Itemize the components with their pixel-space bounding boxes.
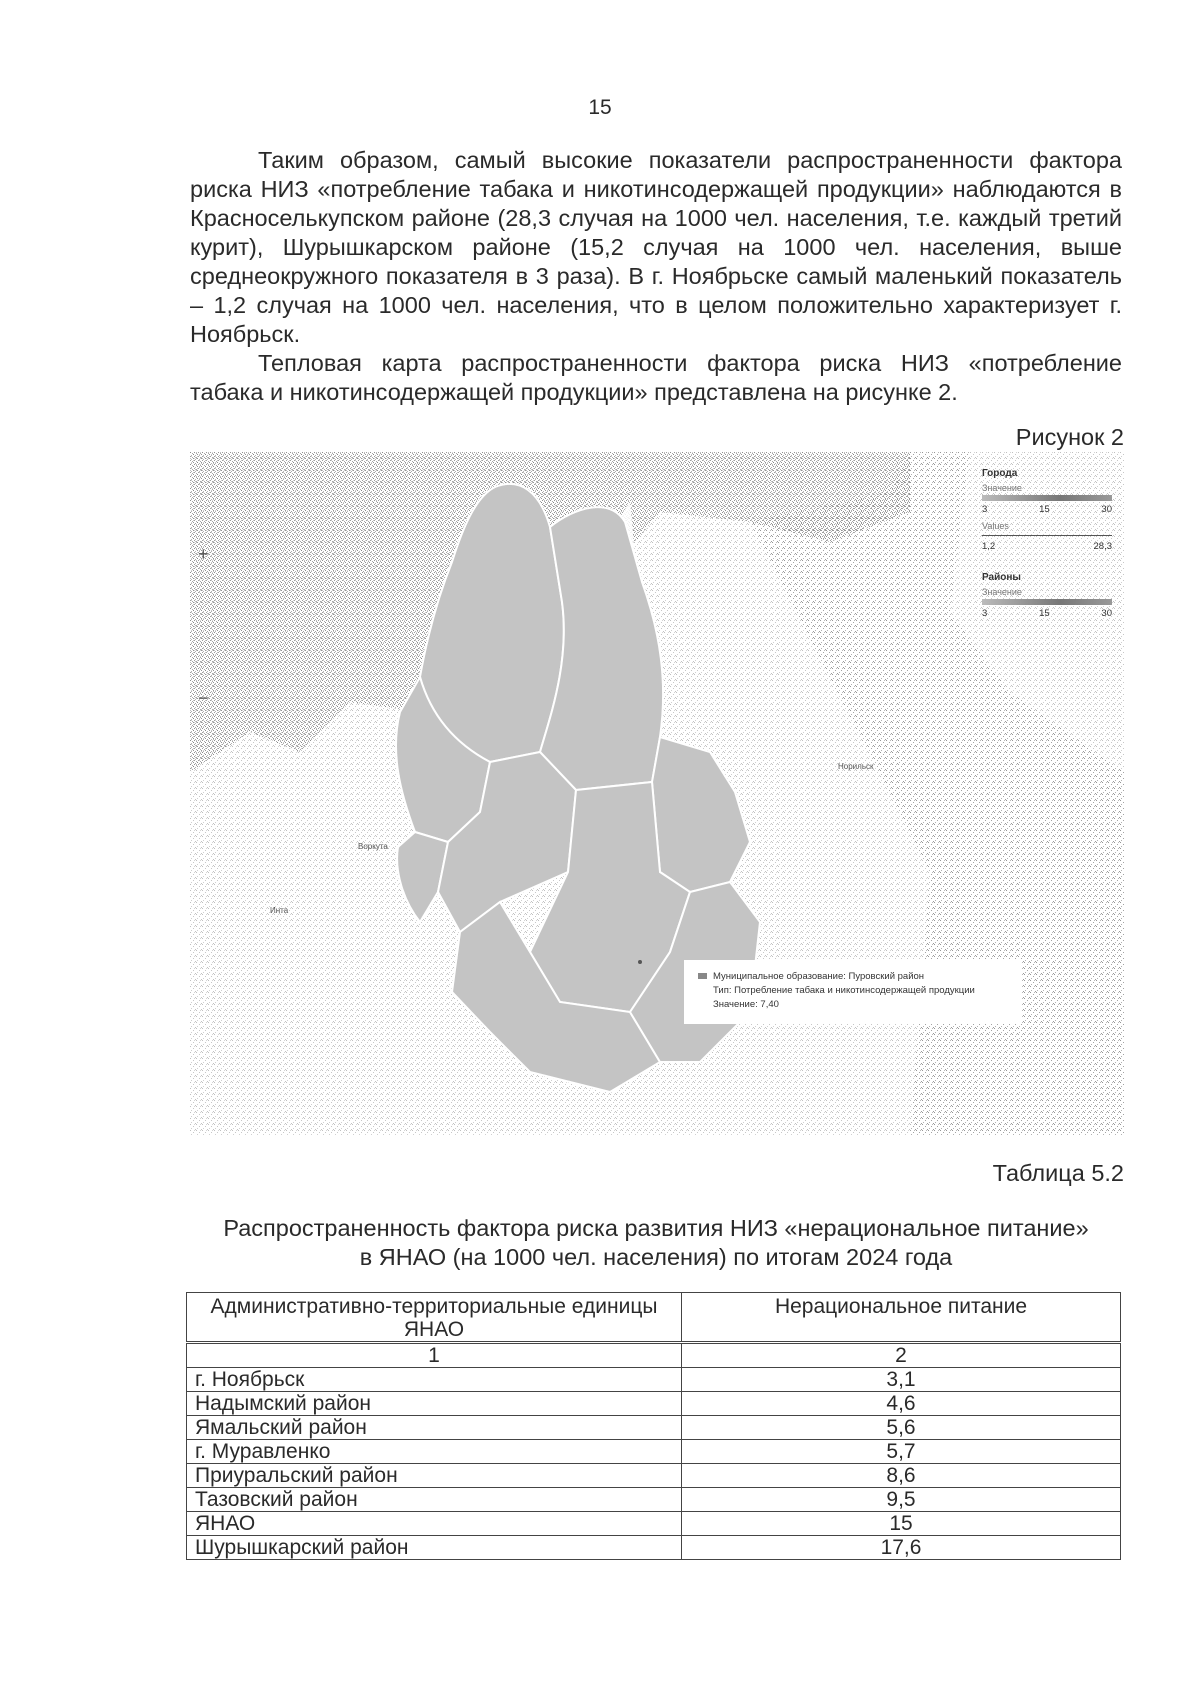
row-name: г. Муравленко bbox=[187, 1440, 682, 1464]
table-row bbox=[187, 1440, 1121, 1464]
row-name: Тазовский район bbox=[187, 1488, 682, 1512]
legend-districts-title: Районы bbox=[982, 572, 1021, 583]
table-caption: Таблица 5.2 bbox=[992, 1160, 1124, 1186]
data-table bbox=[186, 1292, 1121, 1560]
row-value: 8,6 bbox=[682, 1464, 1121, 1488]
legend-districts-subtitle: Значение bbox=[982, 587, 1022, 597]
table-row bbox=[187, 1512, 1121, 1536]
row-name: Шурышкарский район bbox=[187, 1536, 682, 1560]
map-legend bbox=[982, 468, 1112, 625]
legend-tick: 3 bbox=[982, 504, 988, 515]
table-row bbox=[187, 1416, 1121, 1440]
row-value: 3,1 bbox=[682, 1368, 1121, 1392]
row-name: ЯНАО bbox=[187, 1512, 682, 1536]
tooltip-line-type: Тип: Потребление табака и никотинсодержащей продукции bbox=[713, 985, 975, 996]
table-row bbox=[187, 1464, 1121, 1488]
legend-tick: 15 bbox=[1039, 504, 1050, 515]
row-value: 5,6 bbox=[682, 1416, 1121, 1440]
paragraph-1: Таким образом, самый высокие показатели распространенности фактора риска НИЗ «потребление табака и никотинсодержащей продукции» наблюдаются в Красноселькупском районе (28,3 случая на 1000 чел. населения, т.е. каждый третий курит), Шурышкарском районе (15,2 случая на 1000 чел. населения, выше среднеокружного показателя в 3 раза). В г. Ноябрьске самый маленький показатель – 1,2 случая на 1000 чел. населения, что в целом положительно характеризует г. Ноябрьск. bbox=[190, 147, 1122, 347]
table-header-units: Административно-территориальные единицы ЯНАО bbox=[187, 1293, 682, 1343]
legend-values-subtitle: Values bbox=[982, 521, 1009, 531]
page-number: 15 bbox=[588, 96, 612, 119]
row-name: Приуральский район bbox=[187, 1464, 682, 1488]
table-title bbox=[190, 1214, 1122, 1272]
legend-tick: 30 bbox=[1101, 608, 1112, 619]
table-row bbox=[187, 1488, 1121, 1512]
legend-cities-gradient bbox=[982, 495, 1112, 501]
table-header-value: Нерациональное питание bbox=[682, 1293, 1121, 1343]
column-number: 2 bbox=[682, 1343, 1121, 1368]
legend-tick: 15 bbox=[1039, 608, 1050, 619]
tooltip-anchor bbox=[638, 960, 642, 964]
tooltip-swatch bbox=[698, 973, 707, 979]
row-name: г. Ноябрьск bbox=[187, 1368, 682, 1392]
legend-cities-subtitle: Значение bbox=[982, 483, 1022, 493]
row-value: 17,6 bbox=[682, 1536, 1121, 1560]
zoom-out-button[interactable]: − bbox=[198, 688, 209, 708]
legend-tick: 30 bbox=[1101, 504, 1112, 515]
figure-caption: Рисунок 2 bbox=[1015, 424, 1124, 450]
map-tooltip bbox=[684, 960, 1022, 1024]
row-value: 4,6 bbox=[682, 1392, 1121, 1416]
label-inta: Инта bbox=[270, 906, 289, 915]
table-title-line-1: Распространенность фактора риска развития НИЗ «нерациональное питание» bbox=[223, 1215, 1089, 1241]
tooltip-line-municipality: Муниципальное образование: Пуровский район bbox=[713, 971, 925, 982]
legend-values-line bbox=[982, 535, 1112, 538]
row-value: 5,7 bbox=[682, 1440, 1121, 1464]
row-name: Надымский район bbox=[187, 1392, 682, 1416]
body-text bbox=[190, 146, 1122, 407]
legend-values-ticks bbox=[982, 541, 1112, 552]
legend-districts-gradient bbox=[982, 599, 1112, 605]
legend-tick: 28,3 bbox=[1093, 541, 1112, 552]
row-name: Ямальский район bbox=[187, 1416, 682, 1440]
table-header-row bbox=[187, 1293, 1121, 1343]
legend-districts-ticks bbox=[982, 608, 1112, 619]
row-value: 9,5 bbox=[682, 1488, 1121, 1512]
zoom-in-button[interactable]: + bbox=[198, 544, 209, 564]
table-title-line-2: в ЯНАО (на 1000 чел. населения) по итогам 2024 года bbox=[359, 1244, 953, 1270]
label-norilsk: Норильск bbox=[838, 762, 874, 771]
table-row bbox=[187, 1392, 1121, 1416]
legend-cities-ticks bbox=[982, 504, 1112, 515]
table-row bbox=[187, 1368, 1121, 1392]
label-vorkuta: Воркута bbox=[358, 842, 388, 851]
paragraph-2: Тепловая карта распространенности фактора риска НИЗ «потребление табака и никотинсодержащей продукции» представлена на рисунке 2. bbox=[190, 350, 1122, 405]
row-value: 15 bbox=[682, 1512, 1121, 1536]
column-number: 1 bbox=[187, 1343, 682, 1368]
table-row bbox=[187, 1536, 1121, 1560]
legend-cities-title: Города bbox=[982, 468, 1018, 479]
tooltip-line-value: Значение: 7,40 bbox=[713, 999, 779, 1010]
legend-tick: 1,2 bbox=[982, 541, 996, 552]
legend-tick: 3 bbox=[982, 608, 988, 619]
table-column-numbers-row bbox=[187, 1343, 1121, 1368]
